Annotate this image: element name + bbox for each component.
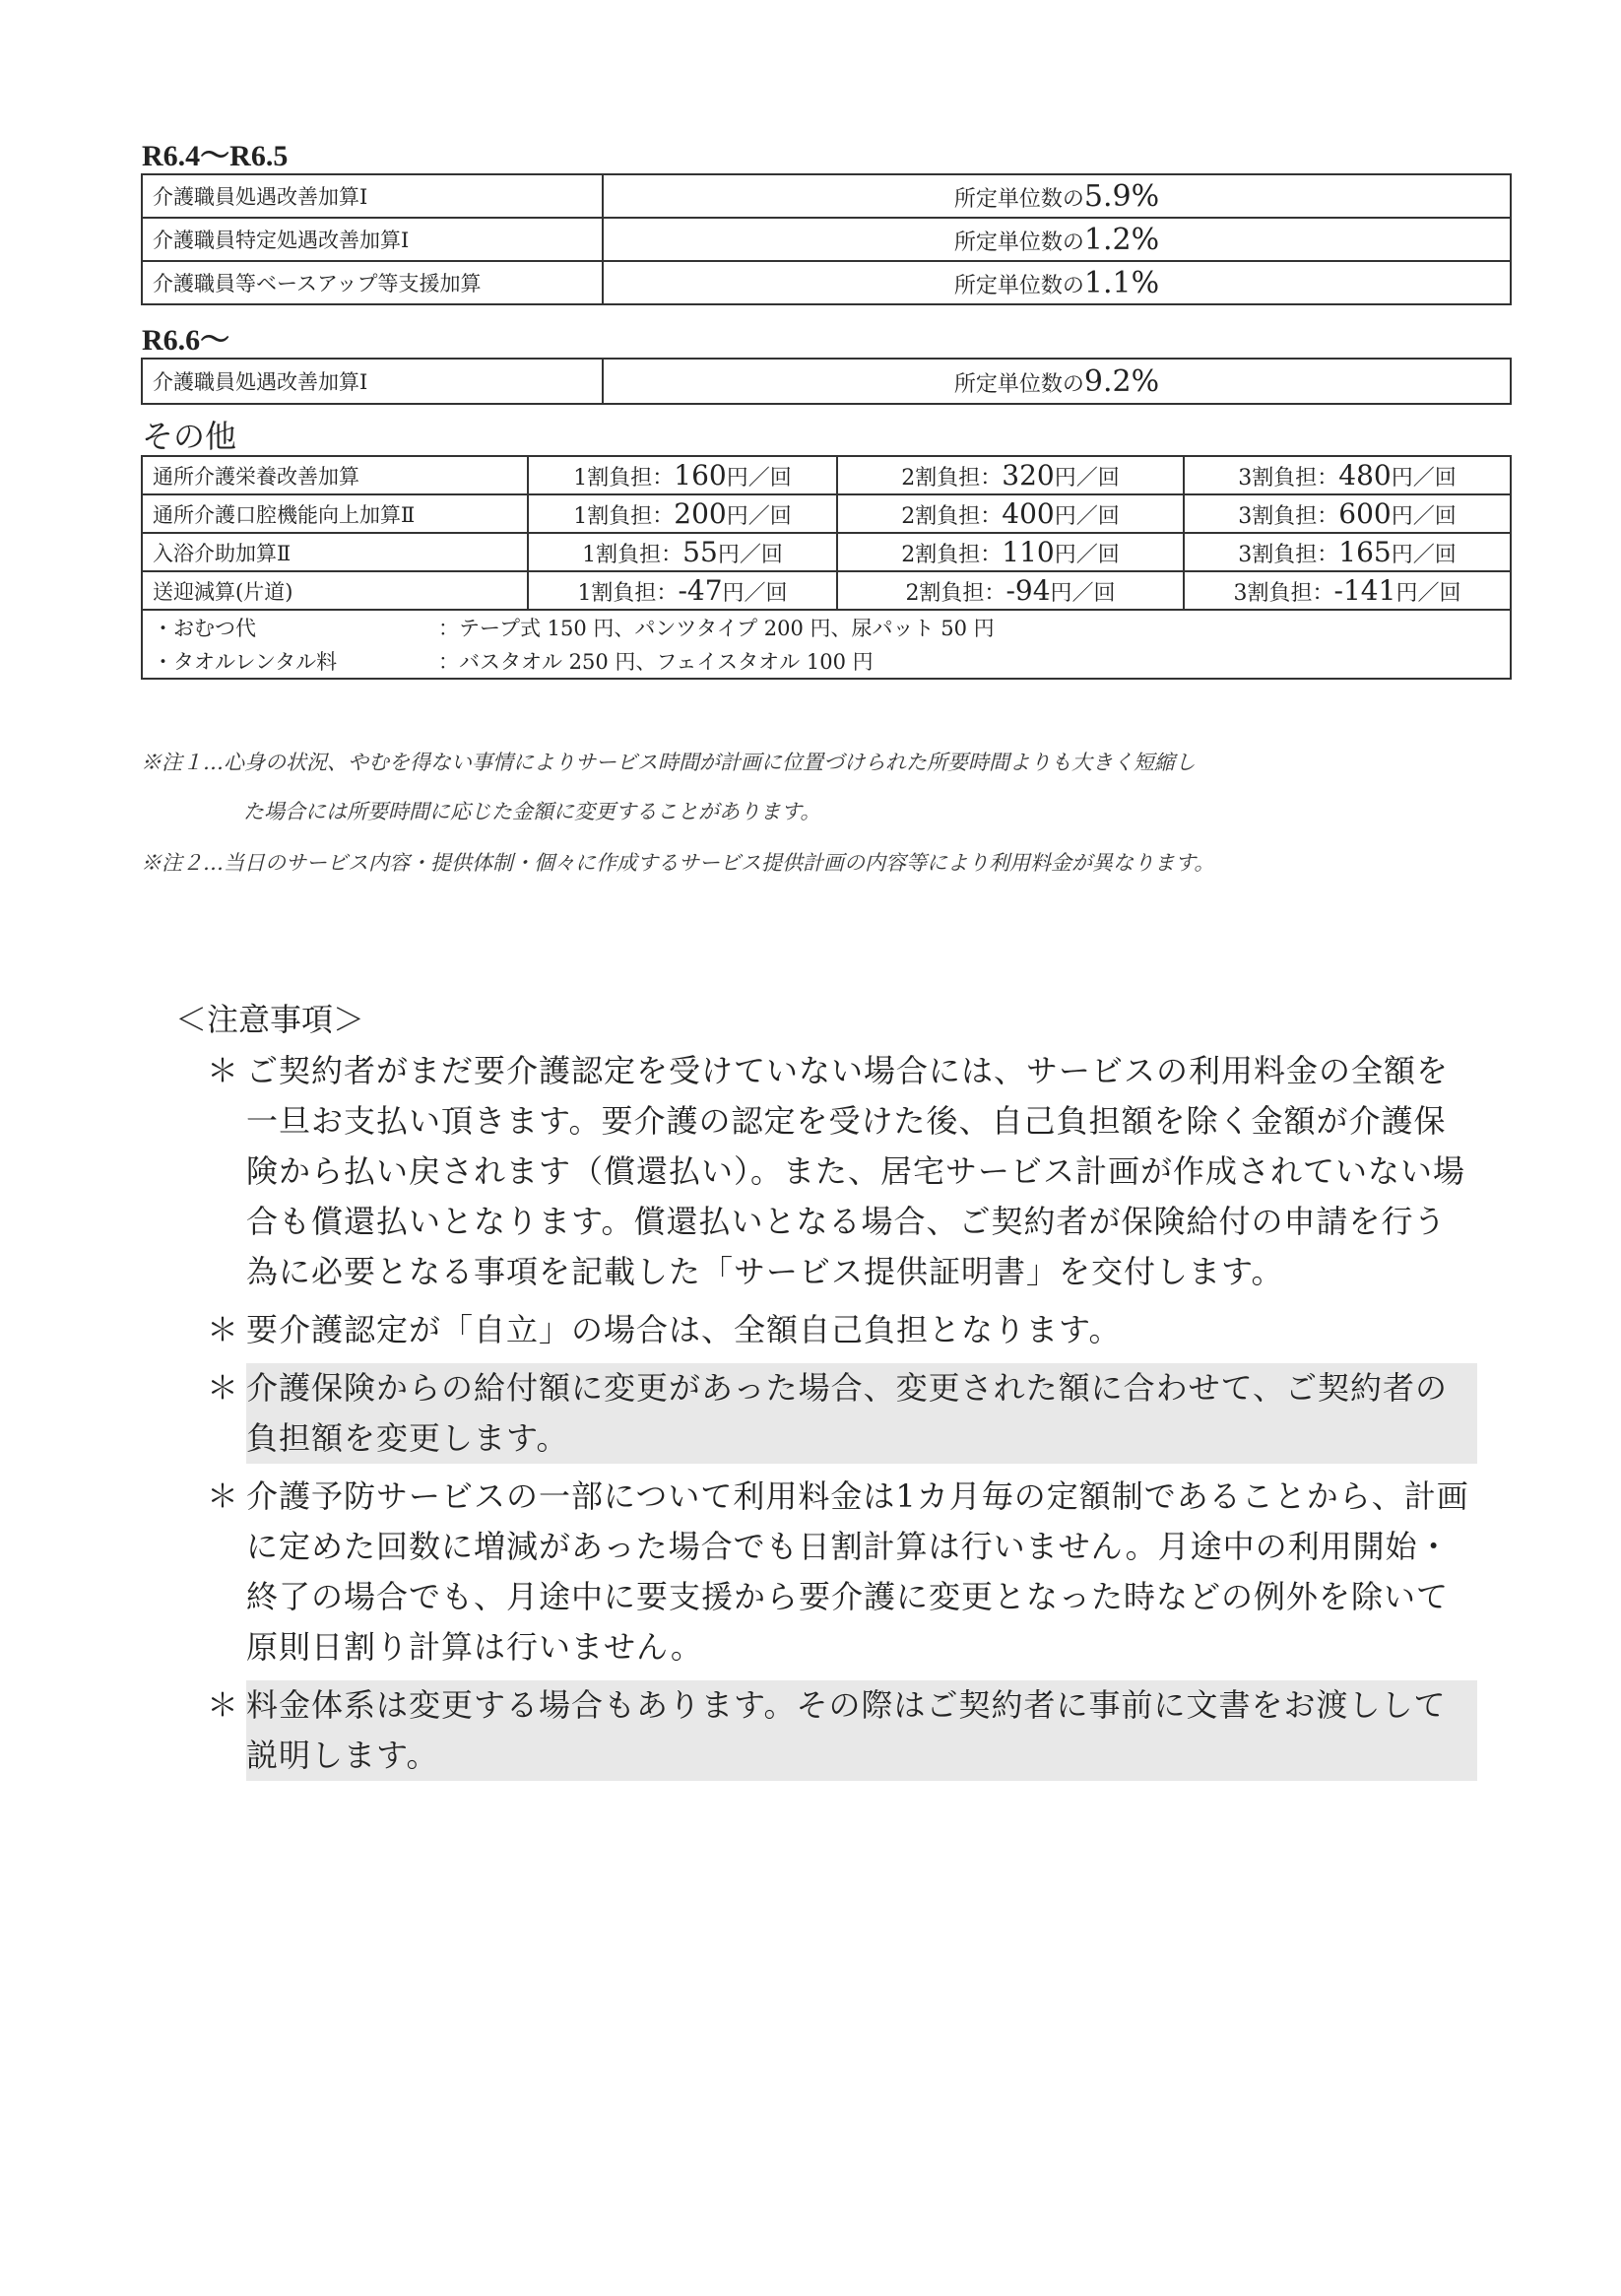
caution-text: 介護予防サービスの一部について利用料金は1カ月毎の定額制であることから、計画に定めた回数に増減があった場合でも日割計算は行いません。月途中の利用開始・終了の場合でも、月途中に要支援から要介護に変更となった時などの例外を除いて原則日割り計算は行いません。 bbox=[246, 1477, 1469, 1666]
row-label: 介護職員等ベースアップ等支援加算 bbox=[142, 261, 603, 304]
row-value: 所定単位数の9.2% bbox=[603, 359, 1511, 404]
row-label: 通所介護栄養改善加算 bbox=[142, 456, 528, 494]
row-value: 所定単位数の1.2% bbox=[603, 218, 1511, 261]
table-row bbox=[142, 174, 1511, 218]
caution-text: ご契約者がまだ要介護認定を受けていない場合には、サービスの利用料金の全額を一旦お支払い頂きます。要介護の認定を受けた後、自己負担額を除く金額が介護保険から払い戻されます（償還払い）。また、居宅サービス計画が作成されていない場合も償還払いとなります。償還払いとなる場合、ご契約者が保険給付の申請を行う為に必要となる事項を記載した「サービス提供証明書」を交付します。 bbox=[246, 1052, 1466, 1290]
note-value: ：バスタオル 250 円、フェイスタオル 100 円 bbox=[438, 650, 874, 674]
table-row bbox=[142, 494, 1511, 533]
table-r66 bbox=[141, 358, 1512, 405]
bullet-mark: ＊ bbox=[207, 1369, 239, 1407]
table-other bbox=[141, 455, 1512, 680]
bullet-mark: ＊ bbox=[207, 1052, 239, 1089]
caution-item bbox=[207, 1305, 1477, 1355]
table-row bbox=[142, 261, 1511, 304]
cell-3wari: 3割負担：-141円／回 bbox=[1184, 571, 1511, 610]
cell-2wari: 2割負担：-94円／回 bbox=[837, 571, 1184, 610]
cell-1wari: 1割負担：200円／回 bbox=[528, 494, 837, 533]
row-label: 送迎減算(片道) bbox=[142, 571, 528, 610]
caution-item bbox=[207, 1363, 1477, 1464]
note-towel bbox=[153, 644, 1500, 678]
section-heading-r66: R6.6〜 bbox=[142, 324, 230, 357]
cell-3wari: 3割負担：480円／回 bbox=[1184, 456, 1511, 494]
cell-2wari: 2割負担：110円／回 bbox=[837, 533, 1184, 571]
row-label: 介護職員処遇改善加算Ⅰ bbox=[142, 359, 603, 404]
bullet-mark: ＊ bbox=[207, 1477, 239, 1515]
row-value: 所定単位数の1.1% bbox=[603, 261, 1511, 304]
section-heading-r64: R6.4〜R6.5 bbox=[142, 140, 289, 172]
cell-2wari: 2割負担：320円／回 bbox=[837, 456, 1184, 494]
bullet-mark: ＊ bbox=[207, 1686, 239, 1724]
table-r64 bbox=[141, 173, 1512, 305]
caution-item bbox=[207, 1680, 1477, 1781]
caution-text: 料金体系は変更する場合もあります。その際はご契約者に事前に文書をお渡しして説明します。 bbox=[246, 1680, 1477, 1781]
cell-2wari: 2割負担：400円／回 bbox=[837, 494, 1184, 533]
row-label: 介護職員処遇改善加算Ⅰ bbox=[142, 174, 603, 218]
row-label: 介護職員特定処遇改善加算Ⅰ bbox=[142, 218, 603, 261]
note-value: ：テープ式 150 円、パンツタイプ 200 円、尿パット 50 円 bbox=[438, 617, 995, 640]
row-label: 通所介護口腔機能向上加算Ⅱ bbox=[142, 494, 528, 533]
caution-text: 介護保険からの給付額に変更があった場合、変更された額に合わせて、ご契約者の負担額を変更します。 bbox=[246, 1363, 1477, 1464]
caution-item bbox=[207, 1046, 1477, 1297]
section-heading-other: その他 bbox=[142, 419, 237, 454]
caution-item bbox=[207, 1472, 1477, 1673]
footnote-1-line2: た場合には所要時間に応じた金額に変更することがあります。 bbox=[243, 800, 821, 823]
table-row bbox=[142, 359, 1511, 404]
row-label: 入浴介助加算Ⅱ bbox=[142, 533, 528, 571]
notes-cell bbox=[142, 610, 1511, 679]
cell-1wari: 1割負担：-47円／回 bbox=[528, 571, 837, 610]
row-value: 所定単位数の5.9% bbox=[603, 174, 1511, 218]
table-row bbox=[142, 533, 1511, 571]
note-diaper bbox=[153, 611, 1500, 644]
table-row bbox=[142, 571, 1511, 610]
cell-1wari: 1割負担：55円／回 bbox=[528, 533, 837, 571]
bullet-mark: ＊ bbox=[207, 1311, 239, 1348]
cell-3wari: 3割負担：165円／回 bbox=[1184, 533, 1511, 571]
table-row bbox=[142, 218, 1511, 261]
table-row bbox=[142, 456, 1511, 494]
note-label: ・タオルレンタル料 bbox=[153, 650, 338, 674]
notes-row bbox=[142, 610, 1511, 679]
cell-1wari: 1割負担：160円／回 bbox=[528, 456, 837, 494]
note-label: ・おむつ代 bbox=[153, 617, 256, 640]
caution-list bbox=[207, 1046, 1477, 1789]
cell-3wari: 3割負担：600円／回 bbox=[1184, 494, 1511, 533]
footnote-1-line1: ※注１…心身の状況、やむを得ない事情によりサービス時間が計画に位置づけられた所要時間よりも大きく短縮し bbox=[141, 751, 1196, 774]
footnote-2: ※注２…当日のサービス内容・提供体制・個々に作成するサービス提供計画の内容等により利用料金が異なります。 bbox=[141, 851, 1215, 875]
caution-text: 要介護認定が「自立」の場合は、全額自己負担となります。 bbox=[246, 1311, 1122, 1348]
caution-title: ＜注意事項＞ bbox=[175, 1001, 365, 1038]
